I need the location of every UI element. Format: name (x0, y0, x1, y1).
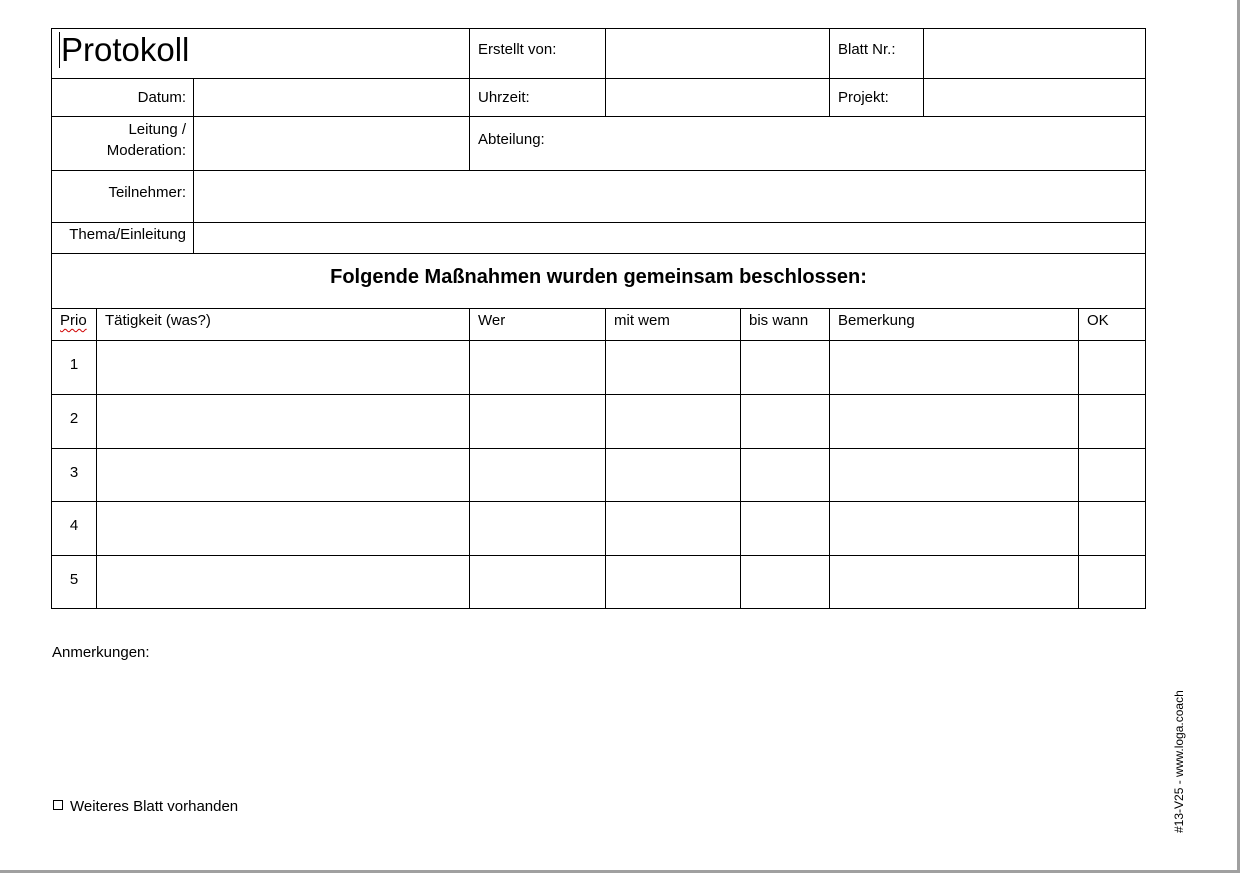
additional-sheet-label: Weiteres Blatt vorhanden (70, 798, 239, 815)
department-field[interactable] (560, 117, 1145, 170)
ok-cell[interactable] (1079, 449, 1145, 501)
until-cell[interactable] (741, 556, 829, 608)
ok-cell[interactable] (1079, 502, 1145, 555)
grid-line (51, 253, 1146, 254)
who-cell[interactable] (470, 556, 605, 608)
column-header-ok: OK (1087, 312, 1109, 329)
document-title[interactable]: Protokoll (61, 31, 190, 68)
grid-line (829, 28, 830, 116)
lead-label-line2: Moderation: (106, 142, 186, 159)
remark-cell[interactable] (830, 341, 1078, 394)
remark-cell[interactable] (830, 449, 1078, 501)
prio-cell: 2 (69, 410, 79, 427)
remark-cell[interactable] (830, 395, 1078, 448)
task-cell[interactable] (97, 502, 469, 555)
column-header-remark: Bemerkung (838, 312, 915, 329)
additional-sheet-checkbox[interactable] (53, 800, 63, 810)
until-cell[interactable] (741, 449, 829, 501)
footer-code: #13-V25 - www.loga.coach (1172, 690, 1186, 833)
grid-line (469, 28, 470, 170)
column-header-with-whom: mit wem (614, 312, 670, 329)
column-header-task: Tätigkeit (was?) (105, 312, 211, 329)
participants-label: Teilnehmer: (108, 184, 186, 201)
ok-cell[interactable] (1079, 341, 1145, 394)
who-cell[interactable] (470, 395, 605, 448)
text-cursor (59, 32, 60, 68)
grid-line (51, 308, 1146, 309)
measures-heading: Folgende Maßnahmen wurden gemeinsam beschlossen: (330, 266, 867, 288)
created-by-label: Erstellt von: (478, 41, 557, 58)
column-header-until: bis wann (749, 312, 809, 329)
task-cell[interactable] (97, 395, 469, 448)
with-whom-cell[interactable] (606, 395, 740, 448)
grid-line (51, 608, 1146, 609)
with-whom-cell[interactable] (606, 341, 740, 394)
date-label: Datum: (137, 89, 186, 106)
task-cell[interactable] (97, 556, 469, 608)
sheet-no-field[interactable] (924, 29, 1145, 78)
ok-cell[interactable] (1079, 395, 1145, 448)
who-cell[interactable] (470, 449, 605, 501)
task-cell[interactable] (97, 341, 469, 394)
ok-cell[interactable] (1079, 556, 1145, 608)
department-label: Abteilung: (478, 131, 545, 148)
remark-cell[interactable] (830, 556, 1078, 608)
created-by-field[interactable] (606, 29, 829, 78)
remark-cell[interactable] (830, 502, 1078, 555)
participants-field[interactable] (194, 171, 1145, 222)
who-cell[interactable] (470, 341, 605, 394)
task-cell[interactable] (97, 449, 469, 501)
with-whom-cell[interactable] (606, 502, 740, 555)
topic-label: Thema/Einleitung (69, 226, 186, 243)
lead-label-line1: Leitung / (128, 121, 186, 138)
grid-line (1145, 28, 1146, 609)
column-header-who: Wer (478, 312, 506, 329)
prio-cell: 1 (69, 356, 79, 373)
sheet-no-label: Blatt Nr.: (838, 41, 896, 58)
until-cell[interactable] (741, 341, 829, 394)
prio-cell: 5 (69, 571, 79, 588)
date-field[interactable] (194, 79, 469, 116)
who-cell[interactable] (470, 502, 605, 555)
column-header-prio-text: Prio (60, 312, 87, 329)
prio-cell: 3 (69, 464, 79, 481)
until-cell[interactable] (741, 395, 829, 448)
notes-area[interactable] (52, 665, 1142, 790)
lead-field[interactable] (194, 117, 469, 170)
prio-cell: 4 (69, 517, 79, 534)
until-cell[interactable] (741, 502, 829, 555)
with-whom-cell[interactable] (606, 449, 740, 501)
with-whom-cell[interactable] (606, 556, 740, 608)
topic-field[interactable] (194, 223, 1145, 253)
column-header-prio (60, 312, 87, 330)
notes-label: Anmerkungen: (52, 644, 150, 661)
project-field[interactable] (924, 79, 1145, 116)
time-field[interactable] (606, 79, 829, 116)
time-label: Uhrzeit: (478, 89, 530, 106)
project-label: Projekt: (838, 89, 889, 106)
